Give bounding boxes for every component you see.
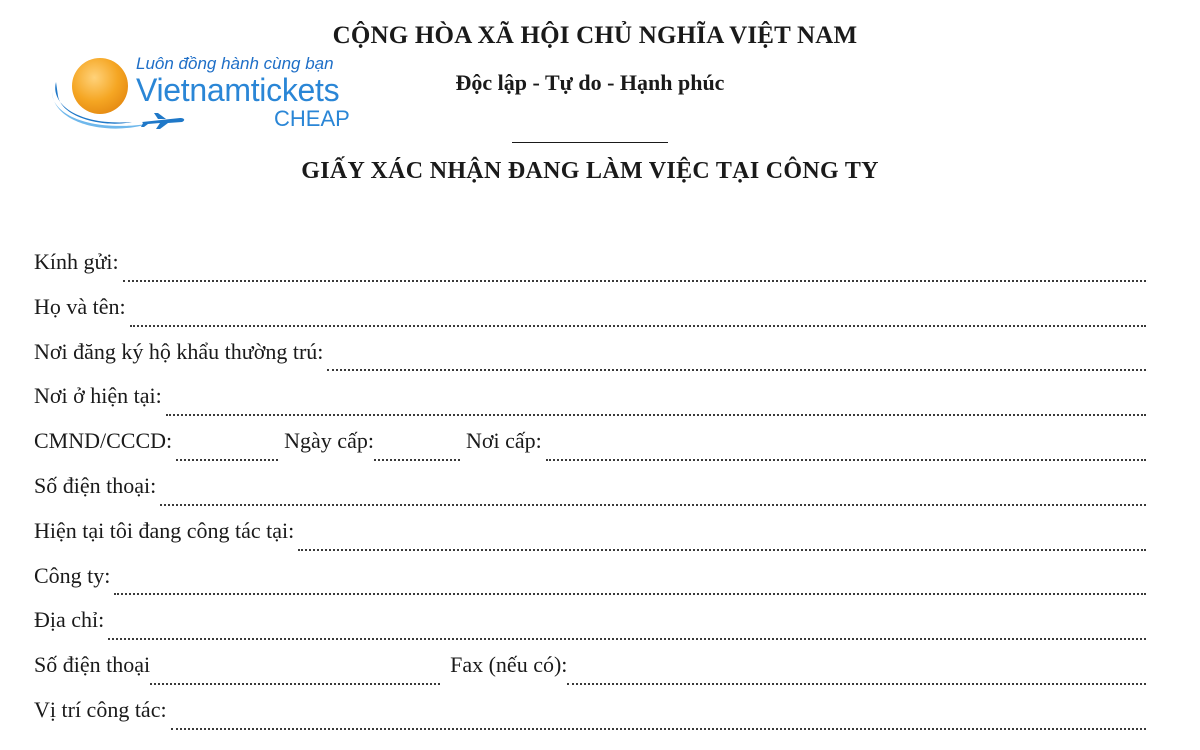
field-label: Số điện thoại: (34, 472, 157, 498)
field-label: Kính gửi: (34, 249, 119, 274)
fill-in-line[interactable] (166, 414, 1146, 416)
field-sdt-fax (34, 652, 1146, 697)
field-cmnd (34, 428, 1146, 473)
fill-in-line[interactable] (123, 280, 1146, 282)
document-title: GIẤY XÁC NHẬN ĐANG LÀM VIỆC TẠI CÔNG TY (301, 158, 879, 184)
fill-in-line[interactable] (171, 728, 1146, 730)
fill-in-line[interactable] (150, 683, 440, 685)
fill-in-line[interactable] (567, 683, 1146, 685)
field-label: Địa chỉ: (34, 607, 105, 633)
fill-in-line[interactable] (160, 504, 1146, 506)
fill-in-line[interactable] (298, 549, 1146, 551)
field-label: Số điện thoại (34, 652, 151, 678)
field-label: Ngày cấp: (284, 428, 374, 454)
fill-in-line[interactable] (546, 459, 1146, 461)
field-vi-tri (34, 697, 1146, 742)
field-cong-ty (34, 563, 1146, 608)
logo-tagline: Luôn đồng hành cùng bạn (136, 54, 334, 73)
fill-in-line[interactable] (108, 638, 1146, 640)
field-label: Nơi ở hiện tại: (34, 383, 162, 409)
heading-divider (512, 142, 668, 143)
fill-in-line[interactable] (176, 459, 278, 461)
field-noi-o (34, 383, 1146, 428)
field-ho-ten (34, 294, 1146, 339)
airplane-icon (140, 110, 186, 130)
fill-in-line[interactable] (374, 459, 460, 461)
fill-in-line[interactable] (114, 593, 1146, 595)
field-dia-chi (34, 607, 1146, 652)
field-label: Nơi đăng ký hộ khẩu thường trú: (34, 338, 324, 364)
field-so-dien-thoai (34, 473, 1146, 518)
motto: Độc lập - Tự do - Hạnh phúc (455, 70, 725, 95)
field-label: Hiện tại tôi đang công tác tại: (34, 517, 295, 543)
field-label: Fax (nếu có): (450, 652, 568, 678)
field-label: Họ và tên: (34, 293, 126, 319)
logo-brand: Vietnamtickets (136, 72, 340, 108)
field-label: Nơi cấp: (465, 428, 542, 454)
field-ho-khau (34, 339, 1146, 384)
fill-in-line[interactable] (130, 325, 1146, 327)
logo-sub: CHEAP (274, 106, 350, 131)
nation-heading: CỘNG HÒA XÃ HỘI CHỦ NGHĨA VIỆT NAM (332, 22, 858, 49)
field-label: Vị trí công tác: (34, 696, 167, 722)
field-label: Công ty: (34, 562, 111, 588)
field-label: CMND/CCCD: (34, 428, 173, 454)
field-kinh-gui (34, 249, 1146, 294)
field-cong-tac-tai (34, 518, 1146, 563)
fill-in-line[interactable] (327, 369, 1146, 371)
form-fields (34, 249, 1146, 742)
